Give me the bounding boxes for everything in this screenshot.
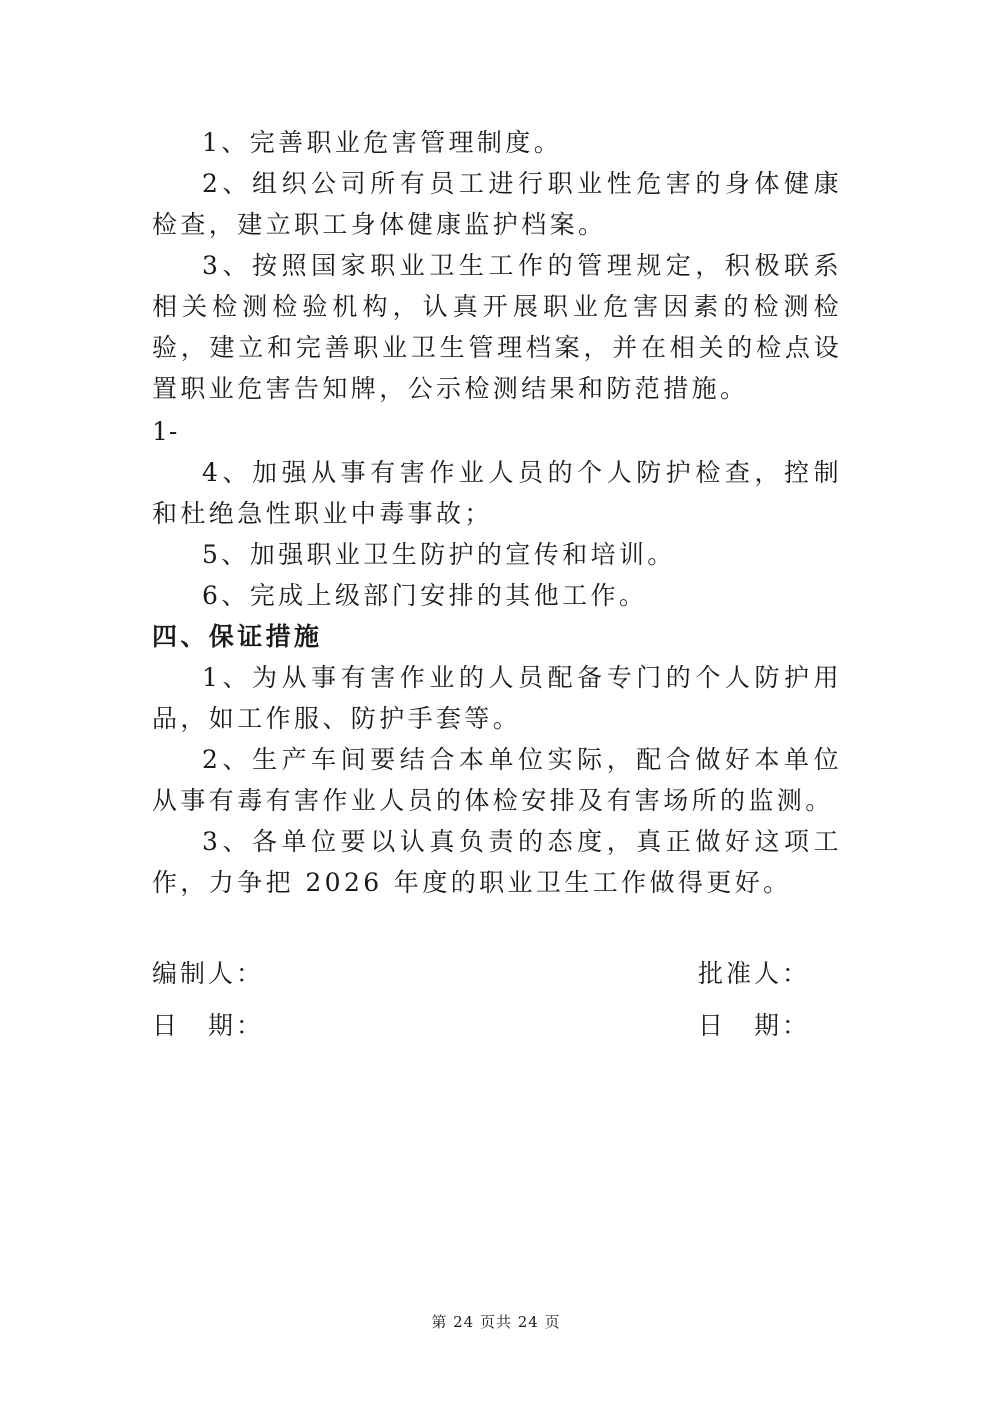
measure-item-3: 3、各单位要以认真负责的态度，真正做好这项工作，力争把 2026 年度的职业卫生工作做得更好。 (152, 827, 842, 897)
compiler-label: 编制人： (152, 959, 265, 988)
date-label-right: 日 期： (698, 1011, 811, 1040)
stray-mark: 1- (152, 417, 179, 446)
signature-row (152, 954, 842, 994)
measure-item-1: 1、为从事有害作业的人员配备专门的个人防护用品，如工作服、防护手套等。 (152, 663, 842, 733)
date-label-left: 日 期： (152, 1011, 265, 1040)
paragraph-item-6: 6、完成上级部门安排的其他工作。 (202, 581, 648, 610)
measure-item-2: 2、生产车间要结合本单位实际，配合做好本单位从事有毒有害作业人员的体检安排及有害场所的监测。 (152, 745, 842, 815)
page-footer: 第 24 页共 24 页 (431, 1313, 561, 1331)
approver-label: 批准人： (698, 959, 811, 988)
paragraph-item-1: 1、完善职业危害管理制度。 (202, 128, 563, 157)
paragraph-item-4: 4、加强从事有害作业人员的个人防护检查，控制和杜绝急性职业中毒事故； (152, 458, 842, 528)
paragraph-item-2: 2、组织公司所有员工进行职业性危害的身体健康检查，建立职工身体健康监护档案。 (152, 169, 842, 239)
paragraph-item-3: 3、按照国家职业卫生工作的管理规定，积极联系相关检测检验机构，认真开展职业危害因素的检测检验，建立和完善职业卫生管理档案，并在相关的检点设置职业危害告知牌，公示检测结果和防范措施。 (152, 251, 842, 403)
date-row (152, 1006, 842, 1046)
document-body (152, 122, 842, 903)
paragraph-item-5: 5、加强职业卫生防护的宣传和培训。 (202, 540, 676, 569)
section-heading: 四、保证措施 (152, 622, 323, 651)
